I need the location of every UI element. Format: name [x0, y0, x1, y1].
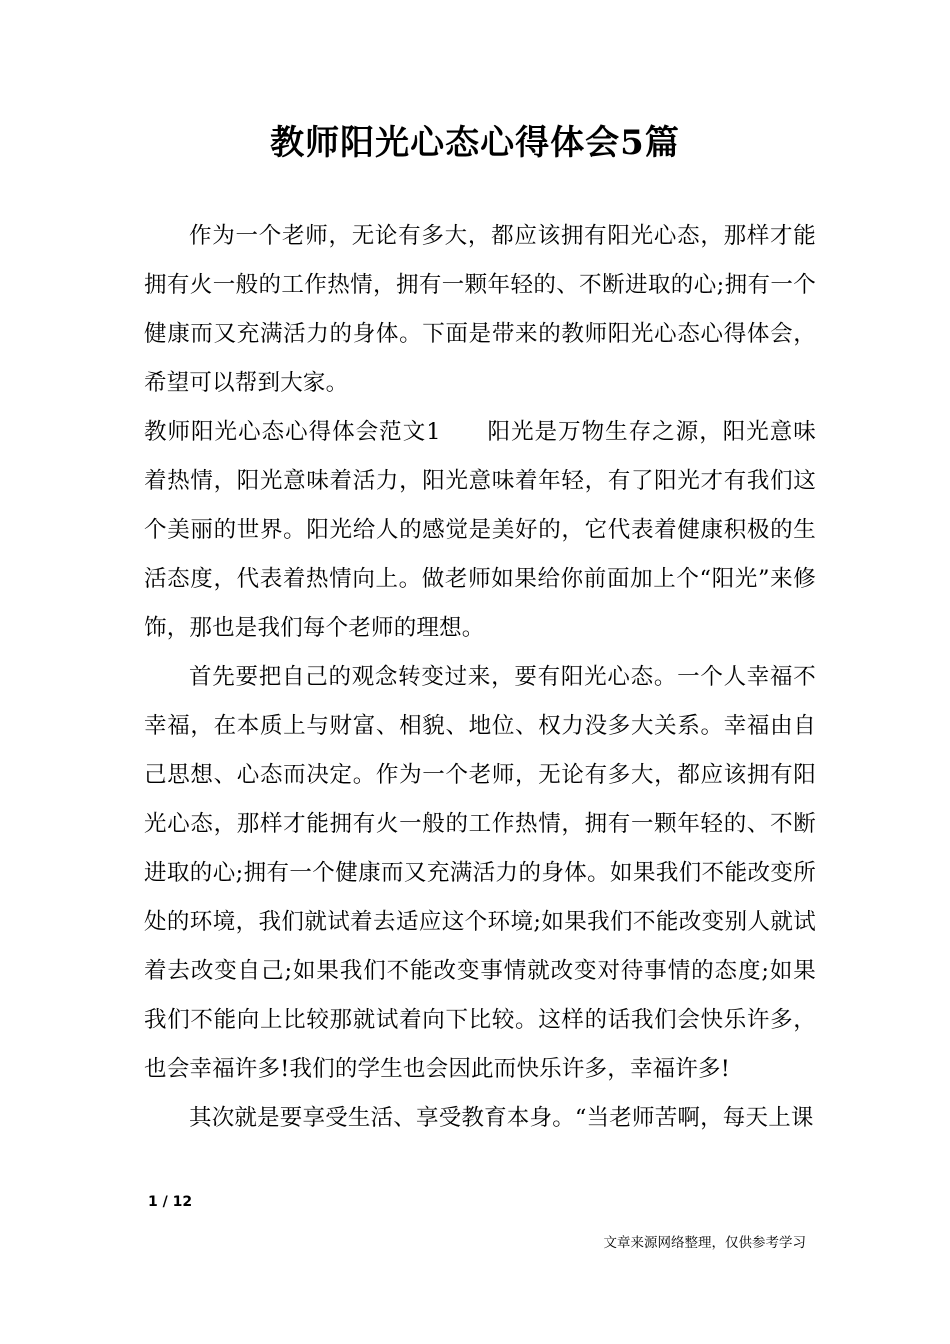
paragraph-3: 其次就是要享受生活、享受教育本身。“当老师苦啊，每天上课: [189, 1105, 814, 1131]
section-1-title: 教师阳光心态心得体会范文1: [144, 419, 441, 445]
page-number: 1 / 12: [148, 1194, 193, 1210]
source-note: 文章来源网络整理，仅供参考学习: [603, 1235, 806, 1251]
section-1-text: 阳光是万物生存之源，阳光意味着热情，阳光意味着活力，阳光意味着年轻，有了阳光才有我们这个美丽的世界。阳光给人的感觉是美好的，它代表着健康积极的生活态度，代表着热情向上。做老师如果给你前面加上个“阳光”来修饰，那也是我们每个老师的理想。: [144, 419, 816, 641]
intro-paragraph: 作为一个老师，无论有多大，都应该拥有阳光心态，那样才能拥有火一般的工作热情，拥有一颗年轻的、不断进取的心;拥有一个健康而又充满活力的身体。下面是带来的教师阳光心态心得体会，希望可以帮到大家。: [144, 223, 816, 396]
paragraph-2: 首先要把自己的观念转变过来，要有阳光心态。一个人幸福不幸福，在本质上与财富、相貌、地位、权力没多大关系。幸福由自己思想、心态而决定。作为一个老师，无论有多大，都应该拥有阳光心态，那样才能拥有火一般的工作热情，拥有一颗年轻的、不断进取的心;拥有一个健康而又充满活力的身体。如果我们不能改变所处的环境，我们就试着去适应这个环境;如果我们不能改变别人就试着去改变自己;如果我们不能改变事情就改变对待事情的态度;如果我们不能向上比较那就试着向下比较。这样的话我们会快乐许多，也会幸福许多!我们的学生也会因此而快乐许多，幸福许多!: [144, 664, 816, 1082]
section-1-paragraph: [144, 408, 816, 653]
document-body: [144, 212, 816, 1143]
document-title: 教师阳光心态心得体会5篇: [270, 123, 680, 163]
